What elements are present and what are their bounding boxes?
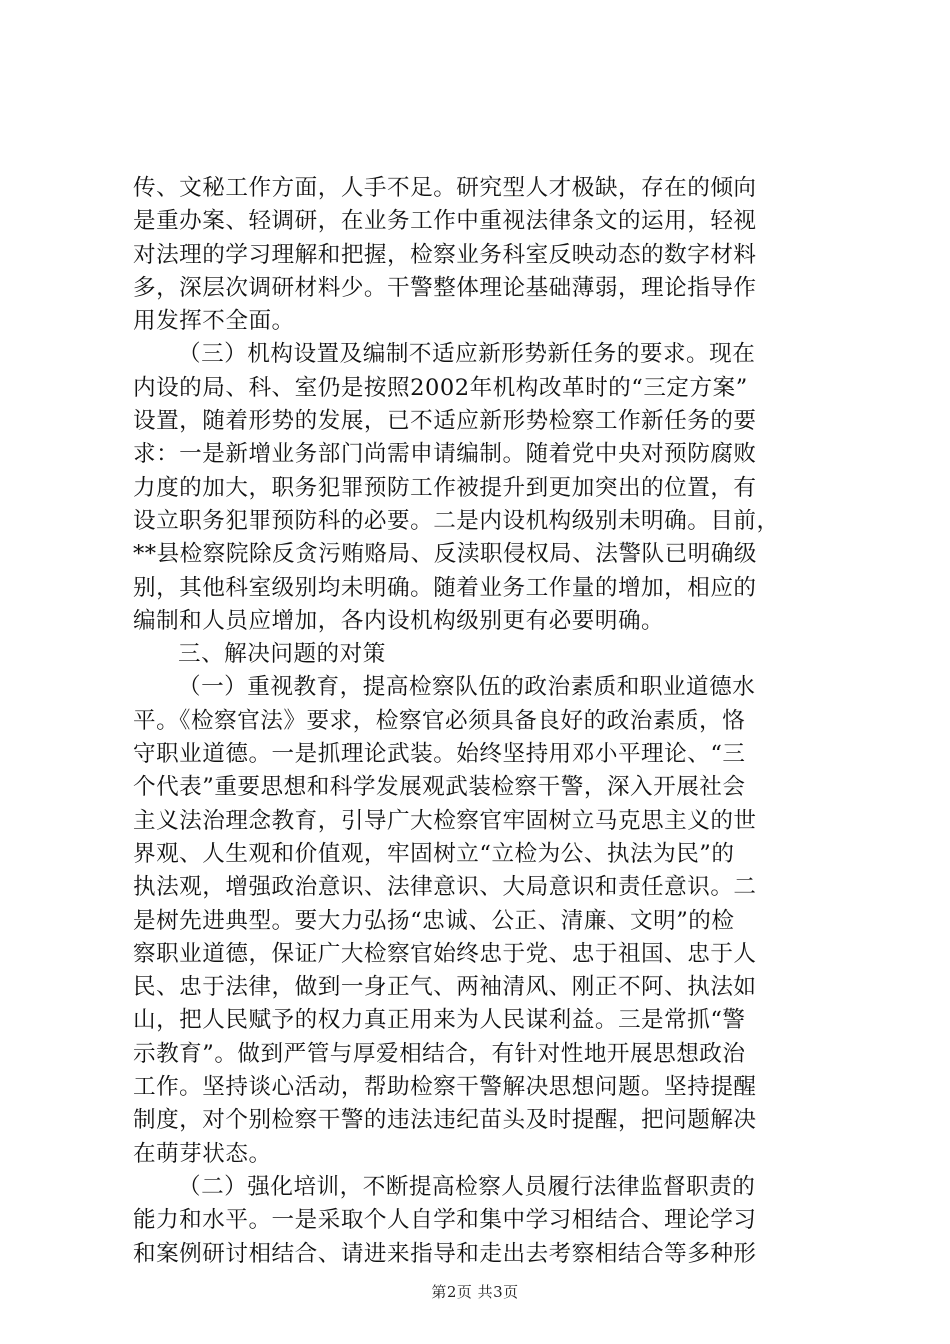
text-line: 示教育”。做到严管与厚爱相结合，有针对性地开展思想政治 — [133, 1040, 746, 1067]
text-line: **县检察院除反贪污贿赂局、反渎职侵权局、法警队已明确级 — [133, 541, 758, 568]
text-line: 和案例研讨相结合、请进来指导和走出去考察相结合等多种形 — [133, 1240, 757, 1267]
document-body — [133, 172, 833, 1271]
text-line: 主义法治理念教育，引导广大检察官牢固树立马克思主义的世 — [133, 807, 757, 834]
text-line: （一）重视教育，提高检察队伍的政治素质和职业道德水 — [178, 674, 756, 701]
text-line: 用发挥不全面。 — [133, 308, 295, 335]
text-line: 个代表”重要思想和科学发展观武装检察干警，深入开展社会 — [133, 774, 746, 801]
text-line: 在萌芽状态。 — [133, 1140, 272, 1167]
text-line: 对法理的学习理解和把握，检察业务科室反映动态的数字材料 — [133, 241, 757, 268]
text-line: 传、文秘工作方面，人手不足。研究型人才极缺，存在的倾向 — [133, 175, 757, 201]
text-line: 工作。坚持谈心活动，帮助检察干警解决思想问题。坚持提醒 — [133, 1074, 757, 1101]
text-line: 制度，对个别检察干警的违法违纪苗头及时提醒，把问题解决 — [133, 1107, 757, 1134]
text-line: 设置，随着形势的发展，已不适应新形势检察工作新任务的要 — [133, 408, 757, 435]
text-line: 设立职务犯罪预防科的必要。二是内设机构级别未明确。目前， — [133, 507, 780, 534]
text-line: 界观、人生观和价值观，牢固树立“立检为公、执法为民”的 — [133, 840, 735, 867]
text-line: 内设的局、科、室仍是按照2002年机构改革时的“三定方案” — [133, 374, 748, 401]
text-line: 别，其他科室级别均未明确。随着业务工作量的增加，相应的 — [133, 574, 757, 601]
text-line: 能力和水平。一是采取个人自学和集中学习相结合、理论学习 — [133, 1207, 757, 1234]
text-line: 是重办案、轻调研，在业务工作中重视法律条文的运用，轻视 — [133, 208, 757, 235]
text-line: 守职业道德。一是抓理论武装。始终坚持用邓小平理论、“三 — [133, 741, 746, 768]
text-line: （三）机构设置及编制不适应新形势新任务的要求。现在 — [178, 341, 756, 368]
text-line: 山，把人民赋予的权力真正用来为人民谋利益。三是常抓“警 — [133, 1007, 746, 1034]
text-line: 是树先进典型。要大力弘扬“忠诚、公正、清廉、文明”的检 — [133, 907, 735, 934]
text-line: 求：一是新增业务部门尚需申请编制。随着党中央对预防腐败 — [133, 441, 757, 468]
text-line: 察职业道德，保证广大检察官始终忠于党、忠于祖国、忠于人 — [133, 940, 757, 967]
text-line: 多，深层次调研材料少。干警整体理论基础薄弱，理论指导作 — [133, 274, 757, 301]
text-line: 民、忠于法律，做到一身正气、两袖清风、刚正不阿、执法如 — [133, 974, 757, 1001]
text-line: （二）强化培训，不断提高检察人员履行法律监督职责的 — [178, 1173, 756, 1200]
text-line: 三、解决问题的对策 — [178, 641, 386, 668]
page-footer: 第2页 共3页 — [431, 1283, 519, 1301]
text-line: 力度的加大，职务犯罪预防工作被提升到更加突出的位置，有 — [133, 474, 757, 501]
text-line: 编制和人员应增加，各内设机构级别更有必要明确。 — [133, 607, 665, 634]
text-line: 执法观，增强政治意识、法律意识、大局意识和责任意识。二 — [133, 874, 757, 901]
text-line: 平。《检察官法》要求，检察官必须具备良好的政治素质，恪 — [133, 707, 746, 734]
